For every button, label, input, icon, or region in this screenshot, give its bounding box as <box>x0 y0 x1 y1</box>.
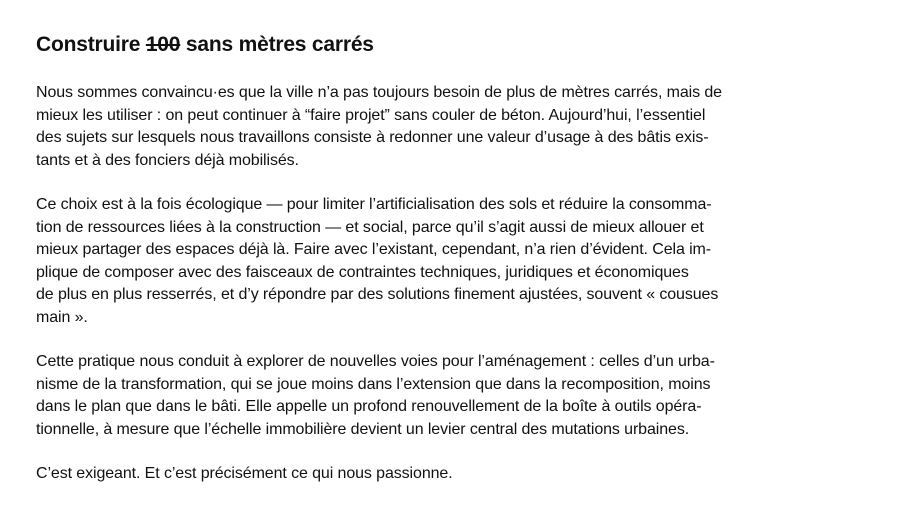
title-suffix: sans mètres carrés <box>180 33 374 56</box>
paragraph-1 <box>36 82 862 172</box>
paragraph-3 <box>36 351 862 441</box>
paragraph-line: C’est exigeant. Et c’est précisément ce qui nous passionne. <box>36 465 453 482</box>
title-prefix: Construire <box>36 33 146 56</box>
paragraph-line: Cette pratique nous conduit à explorer de nouvelles voies pour l’aménagement : celles d’un urba- <box>36 353 715 370</box>
title-struck-number: 100 <box>145 33 181 56</box>
paragraph-line: Nous sommes convaincu·es que la ville n’a pas toujours besoin de plus de mètres carrés, mais de <box>36 84 722 101</box>
paragraph-line: plique de composer avec des faisceaux de contraintes techniques, juridiques et économiques <box>36 263 689 281</box>
paragraph-line: mieux les utiliser : on peut continuer à “faire projet” sans couler de béton. Aujourd’hui, l’essentiel <box>36 106 706 124</box>
paragraph-line: de plus en plus resserrés, et d’y répondre par des solutions finement ajustées, souvent « cousues <box>36 286 719 303</box>
article <box>36 30 862 508</box>
page-title <box>36 30 862 60</box>
paragraph-line: main ». <box>36 308 88 326</box>
paragraph-line: nisme de la transformation, qui se joue moins dans l’extension que dans la recomposition, moins <box>36 375 711 393</box>
paragraph-line: des sujets sur lesquels nous travaillons consiste à redonner une valeur d’usage à des bâtis exis- <box>36 129 709 146</box>
paragraph-2 <box>36 194 862 329</box>
paragraph-line: tionnelle, à mesure que l’échelle immobilière devient un levier central des mutations urbaines. <box>36 420 690 438</box>
paragraph-line: tants et à des fonciers déjà mobilisés. <box>36 151 299 169</box>
paragraph-line: mieux partager des espaces déjà là. Faire avec l’existant, cependant, n’a rien d’évident. Cela im- <box>36 241 712 258</box>
paragraph-line: dans le plan que dans le bâti. Elle appelle un profond renouvellement de la boîte à outils opéra- <box>36 398 702 415</box>
paragraph-4 <box>36 463 862 486</box>
paragraph-line: tion de ressources liées à la construction — et social, parce qu’il s’agit aussi de mieux allouer et <box>36 218 704 236</box>
paragraph-line: Ce choix est à la fois écologique — pour limiter l’artificialisation des sols et réduire la consomma- <box>36 196 712 213</box>
